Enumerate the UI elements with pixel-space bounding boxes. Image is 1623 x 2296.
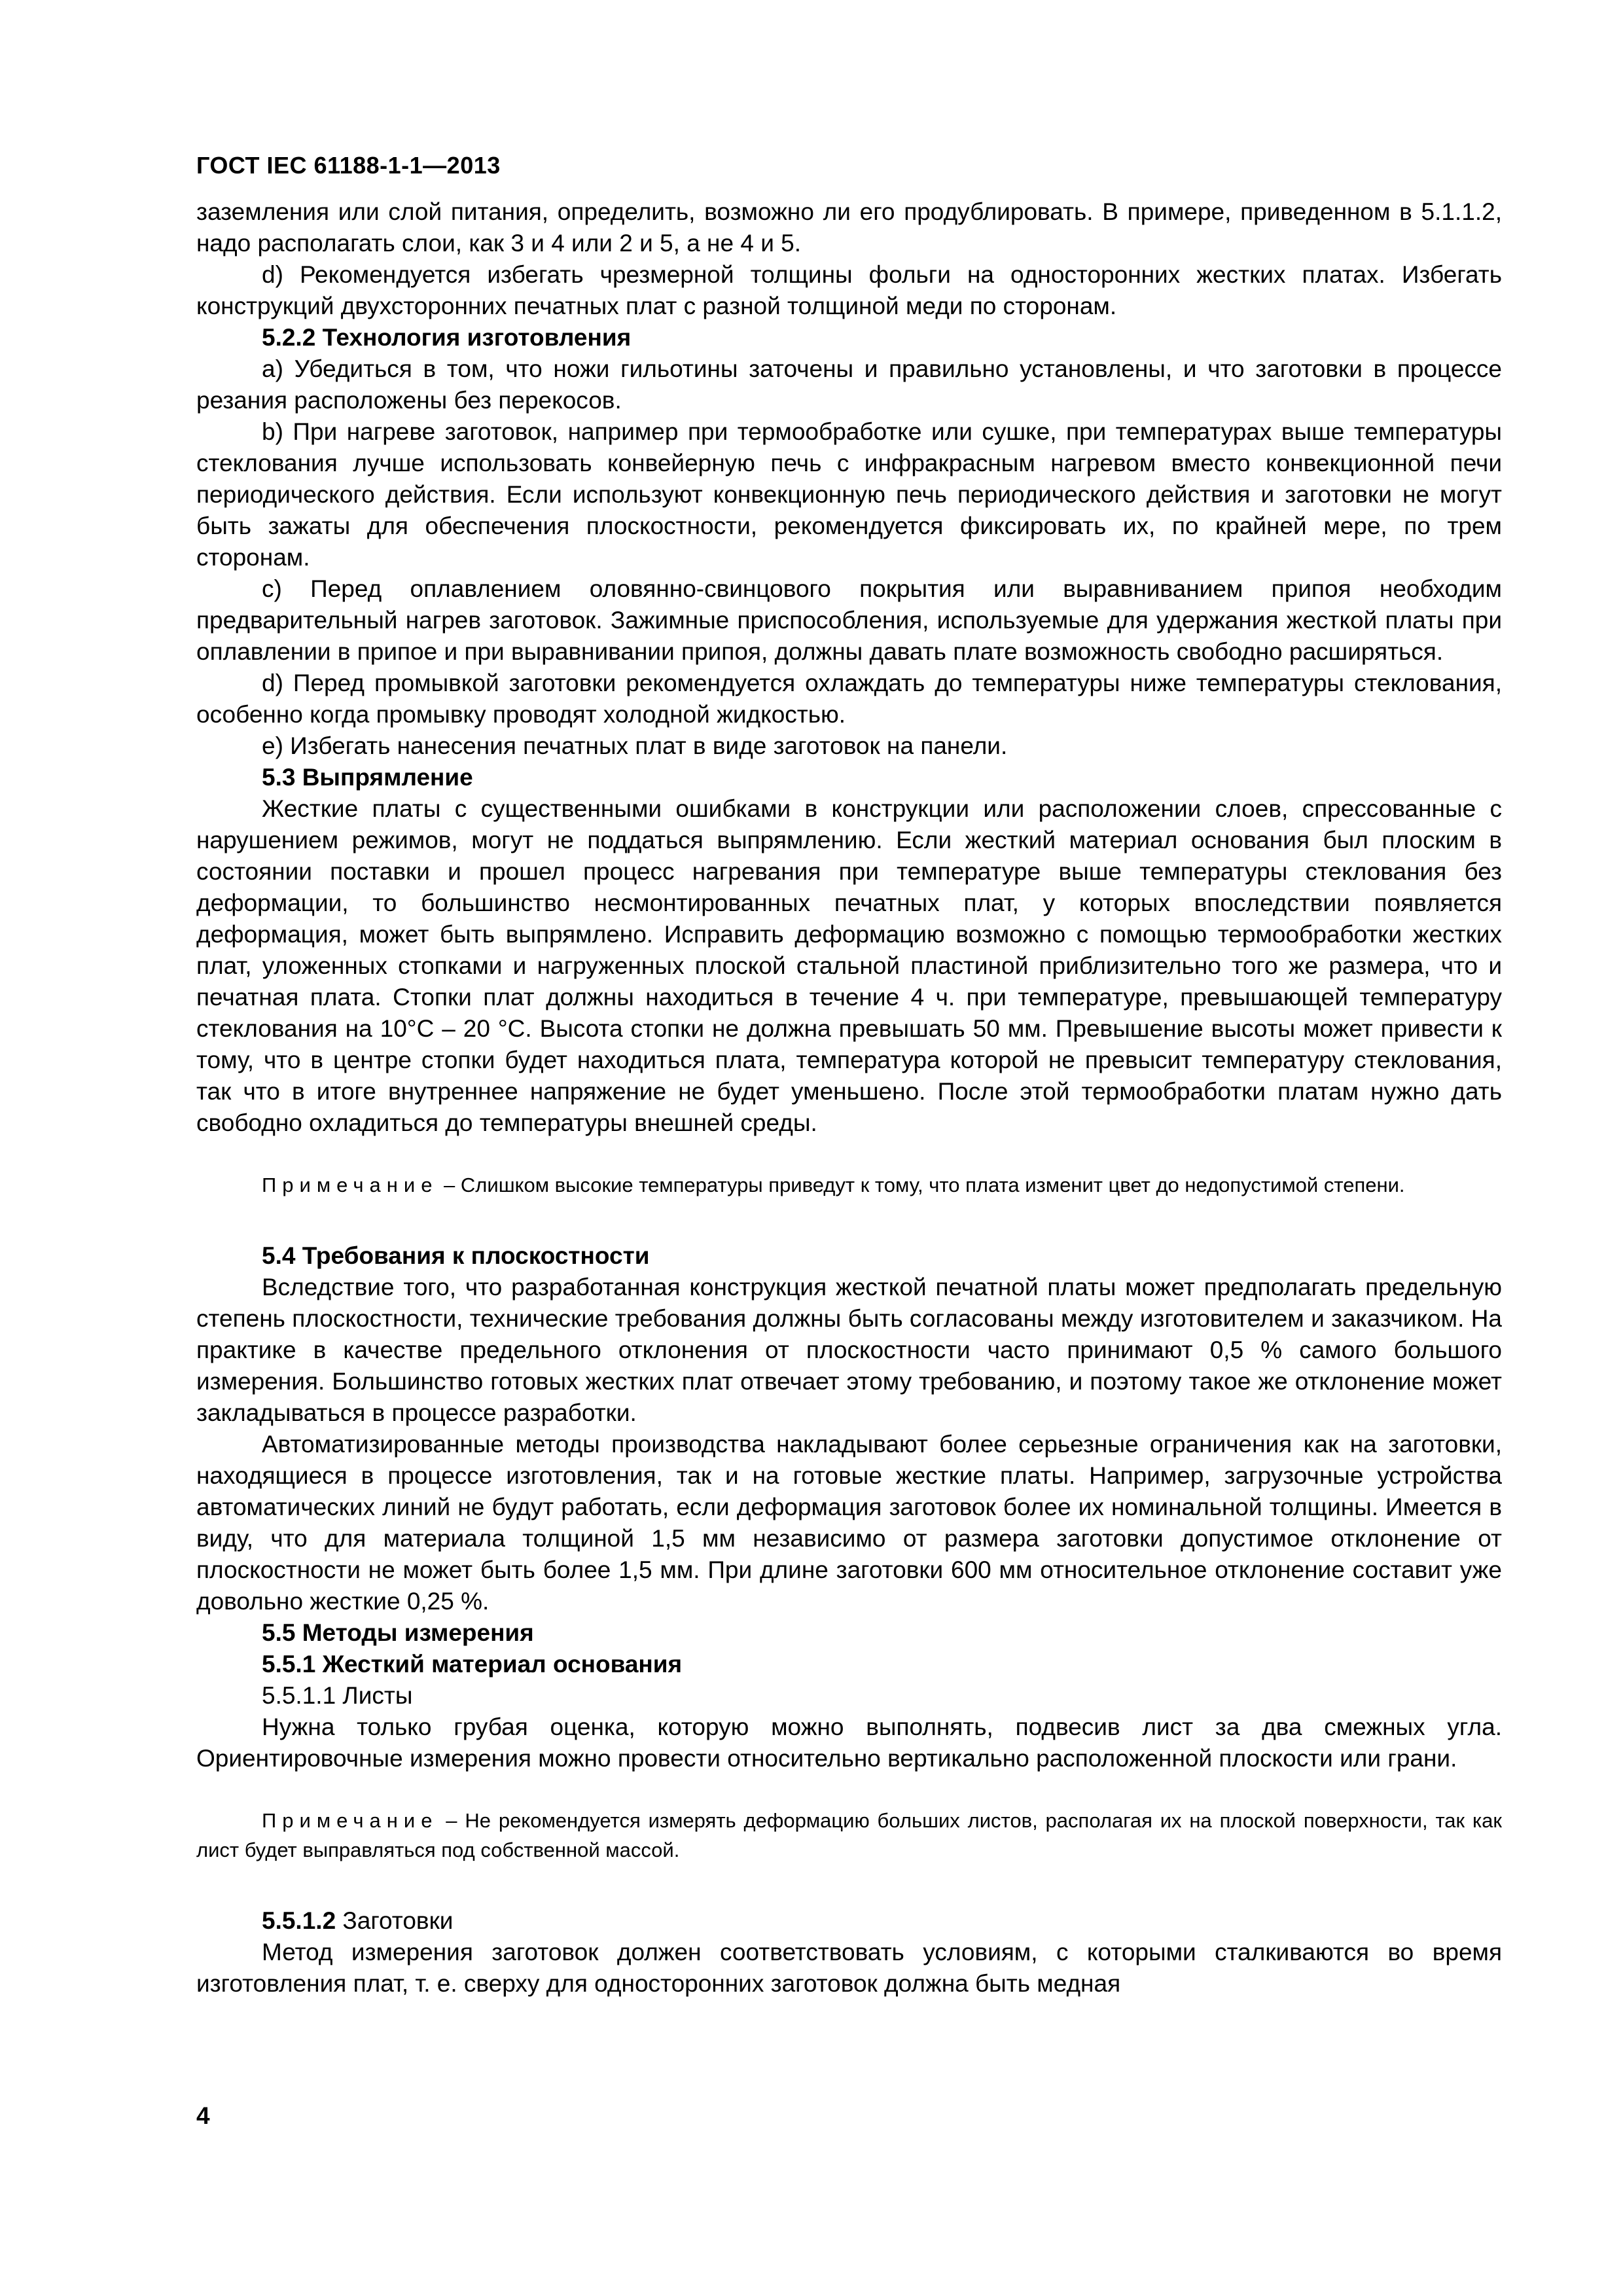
list-item-d: d) Рекомендуется избегать чрезмерной толщины фольги на односторонних жестких платах. Избегать конструкций двухсторонних печатных плат с разной толщиной меди по сторонам.	[196, 261, 1502, 319]
page-number: 4	[196, 2102, 210, 2129]
spacer	[196, 1139, 1502, 1170]
paragraph: Жесткие платы с существенными ошибками в конструкции или расположении слоев, спрессованные с нарушением режимов, могут не поддаться выпрямлению. Если жесткий материал основания был плоским в состоянии поставки и прошел процесс нагревания при температуре выше температуры стеклования без деформации, то большинство несмонтированных печатных плат, у которых впоследствии появляется деформация, может быть выпрямлено. Исправить деформацию возможно с помощью термообработки жестких плат, уложенных стопками и нагруженных плоской стальной пластиной приблизительно того же размера, что и печатная плата. Стопки плат должны находиться в течение 4 ч. при температуре, превышающей температуру стеклования на 10°С – 20 °С. Высота стопки не должна превышать 50 мм. Превышение высоты может привести к тому, что в центре стопки будет находиться плата, температура которой не превысит температуру стеклования, так что в итоге внутреннее напряжение не будет уменьшено. После этой термообработки платам нужно дать свободно охладиться до температуры внешней среды.	[196, 795, 1502, 1136]
note	[196, 1806, 1502, 1865]
list-item-b: b) При нагреве заготовок, например при термообработке или сушке, при температурах выше температуры стеклования лучше использовать конвейерную печь с инфракрасным нагревом вместо конвекционной печи периодического действия. Если используют конвекционную печь периодического действия и заготовки не могут быть зажаты для обеспечения плоскостности, рекомендуется фиксировать их, по крайней мере, по трем сторонам.	[196, 418, 1502, 571]
note-label: Примечание	[262, 1174, 438, 1196]
spacer	[196, 1865, 1502, 1905]
section-title: Заготовки	[336, 1907, 454, 1934]
section-heading-5-5-1-2	[196, 1905, 1502, 1937]
list-item-c: c) Перед оплавлением оловянно-свинцового покрытия или выравниванием припоя необходим предварительный нагрев заготовок. Зажимные приспособления, используемые для удержания жесткой платы при оплавлении в припое и при выравнивании припоя, должны давать плате возможность свободно расширяться.	[196, 575, 1502, 665]
section-heading-5-4: 5.4 Требования к плоскостности	[262, 1242, 650, 1269]
section-heading-5-5-1-1: 5.5.1.1 Листы	[262, 1682, 413, 1709]
list-item-d2: d) Перед промывкой заготовки рекомендуется охлаждать до температуры ниже температуры стеклования, особенно когда промывку проводят холодной жидкостью.	[196, 670, 1502, 728]
spacer	[196, 1200, 1502, 1240]
note	[196, 1170, 1502, 1200]
section-number: 5.5.1.2	[262, 1907, 336, 1934]
paragraph: Автоматизированные методы производства накладывают более серьезные ограничения как на заготовки, находящиеся в процессе изготовления, так и на готовые жесткие платы. Например, загрузочные устройства автоматических линий не будут работать, если деформация заготовок более их номинальной толщины. Имеется в виду, что для материала толщиной 1,5 мм независимо от размера заготовки допустимое отклонение от плоскостности не может быть более 1,5 мм. При длине заготовки 600 мм относительное отклонение составит уже довольно жесткие 0,25 %.	[196, 1431, 1502, 1615]
paragraph: заземления или слой питания, определить, возможно ли его продублировать. В примере, приведенном в 5.1.1.2, надо располагать слои, как 3 и 4 или 2 и 5, а не 4 и 5.	[196, 198, 1502, 257]
section-heading-5-5: 5.5 Методы измерения	[262, 1619, 534, 1646]
note-text: – Слишком высокие температуры приведут к тому, что плата изменит цвет до недопустимой степени.	[438, 1174, 1405, 1196]
page-body	[196, 196, 1502, 2000]
note-text: – Не рекомендуется измерять деформацию больших листов, располагая их на плоской поверхности, так как лист будет выправляться под собственной массой.	[196, 1809, 1502, 1861]
section-heading-5-5-1: 5.5.1 Жесткий материал основания	[262, 1651, 683, 1677]
paragraph: Вследствие того, что разработанная конструкция жесткой печатной платы может предполагать предельную степень плоскостности, технические требования должны быть согласованы между изготовителем и заказчиком. На практике в качестве предельного отклонения от плоскостности часто принимают 0,5 % самого большого измерения. Большинство готовых жестких плат отвечает этому требованию, и поэтому такое же отклонение может закладываться в процессе разработки.	[196, 1274, 1502, 1426]
list-item-a: a) Убедиться в том, что ножи гильотины заточены и правильно установлены, и что заготовки в процессе резания расположены без перекосов.	[196, 355, 1502, 414]
section-heading-5-3: 5.3 Выпрямление	[262, 764, 473, 791]
standard-designation: ГОСТ IEC 61188-1-1—2013	[196, 152, 501, 179]
list-item-e: e) Избегать нанесения печатных плат в виде заготовок на панели.	[262, 732, 1008, 759]
spacer	[196, 1774, 1502, 1806]
paragraph: Нужна только грубая оценка, которую можно выполнять, подвесив лист за два смежных угла. Ориентировочные измерения можно провести относительно вертикально расположенной плоскости или грани.	[196, 1713, 1502, 1772]
paragraph: Метод измерения заготовок должен соответствовать условиям, с которыми сталкиваются во время изготовления плат, т. е. сверху для односторонних заготовок должна быть медная	[196, 1939, 1502, 1997]
section-heading-5-2-2: 5.2.2 Технология изготовления	[262, 324, 632, 351]
note-label: Примечание	[262, 1809, 438, 1832]
